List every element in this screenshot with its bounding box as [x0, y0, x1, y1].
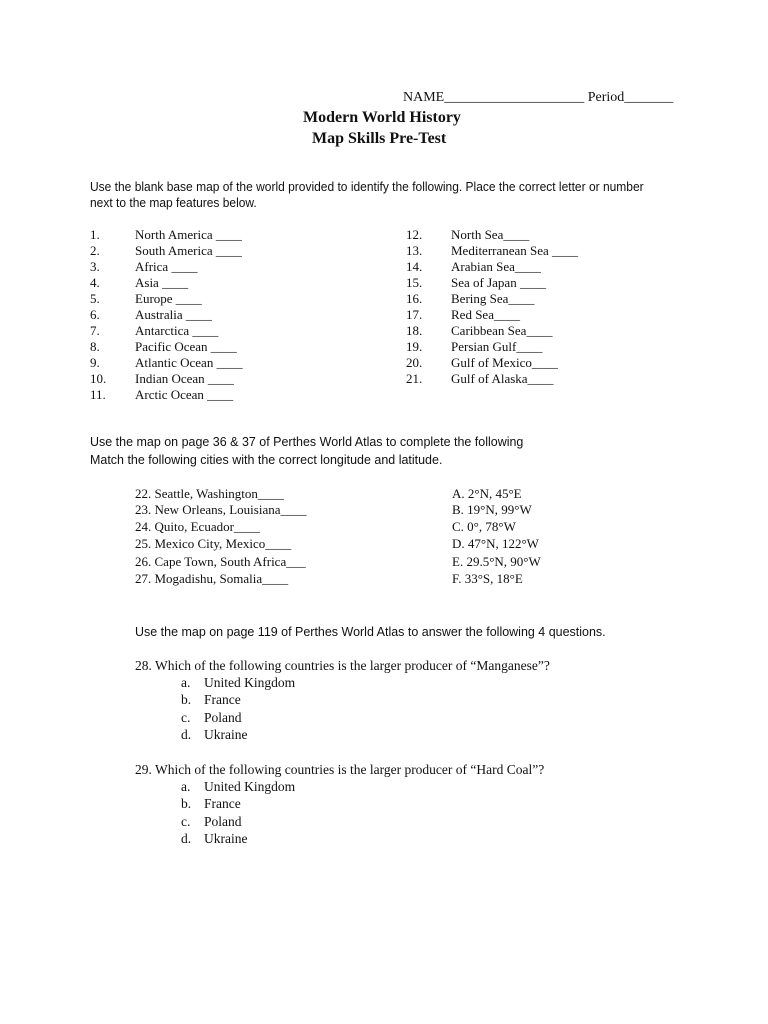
- answer-option: a. United Kingdom: [181, 779, 296, 794]
- city-item: 24. Quito, Ecuador____: [135, 519, 260, 534]
- answer-option: c. Poland: [181, 814, 242, 829]
- coordinate-item: D. 47°N, 122°W: [452, 536, 539, 551]
- coordinate-item: E. 29.5°N, 90°W: [452, 554, 541, 569]
- question-28: 28. Which of the following countries is the larger producer of “Manganese”?: [135, 658, 550, 673]
- answer-option: d. Ukraine: [181, 831, 248, 846]
- question-29: 29. Which of the following countries is the larger producer of “Hard Coal”?: [135, 762, 545, 777]
- page-title: Modern World History: [303, 109, 461, 126]
- city-item: 26. Cape Town, South Africa___: [135, 554, 306, 569]
- city-item: 23. New Orleans, Louisiana____: [135, 502, 307, 517]
- section2-instructions-line2: Match the following cities with the correct longitude and latitude.: [90, 452, 443, 467]
- city-item: 22. Seattle, Washington____: [135, 486, 284, 501]
- coordinate-item: B. 19°N, 99°W: [452, 502, 532, 517]
- answer-option: d. Ukraine: [181, 727, 248, 742]
- page-subtitle: Map Skills Pre-Test: [312, 130, 447, 147]
- section2-instructions-line1: Use the map on page 36 & 37 of Perthes World Atlas to complete the following: [90, 434, 524, 449]
- coordinate-item: F. 33°S, 18°E: [452, 571, 523, 586]
- coordinate-item: A. 2°N, 45°E: [452, 486, 522, 501]
- coordinate-item: C. 0°, 78°W: [452, 519, 516, 534]
- answer-option: b. France: [181, 692, 241, 707]
- city-item: 27. Mogadishu, Somalia____: [135, 571, 289, 586]
- answer-option: a. United Kingdom: [181, 675, 296, 690]
- section3-instructions: Use the map on page 119 of Perthes World Atlas to answer the following 4 questions.: [135, 624, 606, 639]
- answer-option: b. France: [181, 796, 241, 811]
- section1-instructions-line2: next to the map features below.: [90, 196, 257, 210]
- section1-instructions-line1: Use the blank base map of the world provided to identify the following. Place the correct letter or number: [90, 180, 644, 194]
- city-item: 25. Mexico City, Mexico____: [135, 536, 292, 551]
- name-period-line: NAME____________________ Period_______: [403, 90, 674, 105]
- answer-option: c. Poland: [181, 710, 242, 725]
